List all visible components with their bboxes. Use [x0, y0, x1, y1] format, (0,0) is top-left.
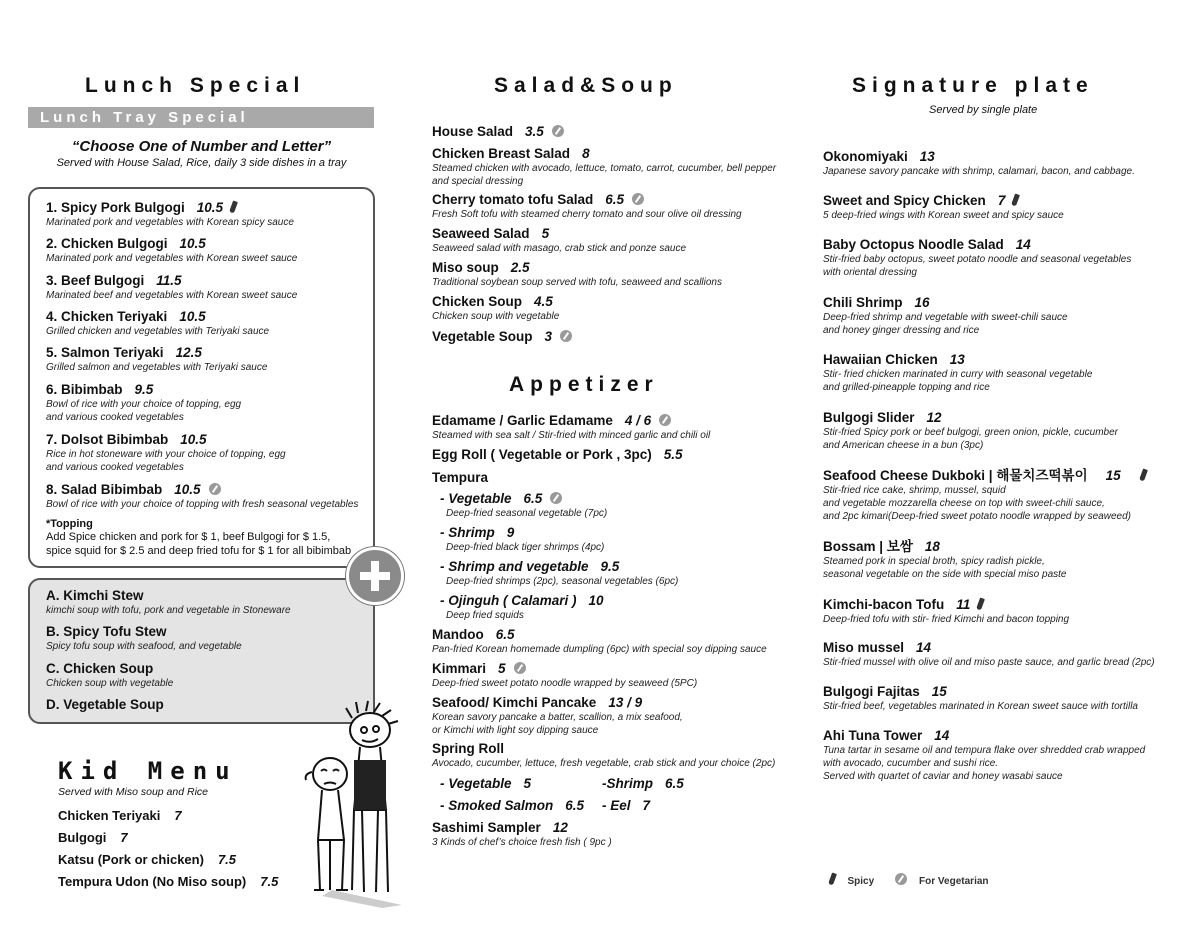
signature-item: Sweet and Spicy Chicken 7 5 deep-fried wings with Korean sweet and spicy sauce [823, 193, 1064, 221]
signature-item: Seafood Cheese Dukboki | 해물치즈떡볶이 15 Stir-fried rice cake, shrimp, mussel, squid and vegetable mozzarella cheese on top with sweet-chili sauce, and 2pc kimari(Deep-fried sweet potato noodle wrapped by seaweed) [823, 467, 1146, 523]
pepper-icon [828, 873, 837, 886]
signature-item: Bossam | 보쌈 18 Steamed pork in special broth, spicy radish pickle, seasonal vegetable on the side with special miso paste [823, 539, 1067, 580]
pepper-icon [1139, 469, 1148, 482]
kid-served-note: Served with Miso soup and Rice [58, 786, 208, 798]
salad-item: Chicken Soup 4.5 Chicken soup with vegetable [432, 294, 560, 322]
salad-item: Vegetable Soup 3 [432, 328, 572, 345]
plus-icon [346, 547, 404, 605]
leaf-icon [514, 662, 526, 674]
cartoon-kids-illustration [292, 700, 412, 910]
salad-item: Miso soup 2.5 Traditional soybean soup served with tofu, seaweed and scallions [432, 260, 722, 288]
choose-heading: “Choose One of Number and Letter” [71, 138, 332, 155]
topping-note: *Topping Add Spice chicken and pork for $ 1, beef Bulgogi for $ 1.5, spice squid for $ 2.5 and deep fried tofu for $ 1 for all bibimbab [46, 518, 352, 557]
leaf-icon [560, 330, 572, 342]
tempura-item: - Shrimp and vegetable 9.5 Deep-fried shrimps (2pc), seasonal vegetables (6pc) [440, 559, 679, 587]
appetizer-item: Kimmari 5 Deep-fried sweet potato noodle wrapped by seaweed (5PC) [432, 661, 698, 689]
signature-title: Signature plate [852, 74, 1094, 97]
signature-item: Hawaiian Chicken 13 Stir- fried chicken marinated in curry with seasonal vegetable and grilled-pineapple topping and rice [823, 352, 1093, 393]
lunch-item: 1. Spicy Pork Bulgogi 10.5 Marinated pork and vegetables with Korean spicy sauce [46, 200, 294, 228]
appetizer-title: Appetizer [509, 373, 659, 396]
lunch-tray-bar: Lunch Tray Special [28, 107, 374, 128]
leaf-icon [550, 492, 562, 504]
pepper-icon [229, 201, 238, 214]
roll-option: - Eel 7 [602, 798, 651, 813]
letter-item: A. Kimchi Stew kimchi soup with tofu, pork and vegetable in Stoneware [46, 588, 291, 616]
lunch-item: 6. Bibimbab 9.5 Bowl of rice with your choice of topping, egg and various cooked vegetables [46, 382, 242, 423]
signature-item: Bulgogi Slider 12 Stir-fried Spicy pork or beef bulgogi, green onion, pickle, cucumber and American cheese in a bun (3pc) [823, 410, 1118, 451]
appetizer-item: Seafood/ Kimchi Pancake 13 / 9 Korean savory pancake a batter, scallion, a mix seafood, or Kimchi with light soy dipping sauce [432, 695, 683, 736]
salad-item: Chicken Breast Salad 8 Steamed chicken with avocado, lettuce, tomato, carrot, cucumber, bell pepper and special dressing [432, 146, 777, 187]
letter-item: D. Vegetable Soup [46, 697, 164, 712]
salad-item: Seaweed Salad 5 Seaweed salad with masago, crab stick and ponze sauce [432, 226, 687, 254]
signature-item: Kimchi-bacon Tofu 11 Deep-fried tofu with stir- fried Kimchi and bacon topping [823, 597, 1070, 625]
salad-item: Cherry tomato tofu Salad 6.5 Fresh Soft tofu with steamed cherry tomato and sour olive oil dressing [432, 192, 742, 220]
roll-option: -Shrimp 6.5 [602, 776, 684, 791]
lunch-item: 5. Salmon Teriyaki 12.5 Grilled salmon and vegetables with Teriyaki sauce [46, 345, 268, 373]
lunch-served-note: Served with House Salad, Rice, daily 3 side dishes in a tray [56, 157, 347, 169]
roll-option: - Smoked Salmon 6.5 [440, 798, 585, 813]
tempura-item: - Shrimp 9 Deep-fried black tiger shrimps (4pc) [440, 525, 605, 553]
lunch-item: 8. Salad Bibimbab 10.5 Bowl of rice with your choice of topping with fresh seasonal vegetables [46, 482, 359, 510]
legend: Spicy For Vegetarian [830, 871, 989, 889]
tempura-item: - Ojinguh ( Calamari ) 10 Deep fried squids [440, 593, 604, 621]
lunch-item: 2. Chicken Bulgogi 10.5 Marinated pork and vegetables with Korean sweet sauce [46, 236, 298, 264]
kid-menu-title: Kid Menu [58, 757, 238, 785]
leaf-icon [552, 125, 564, 137]
pepper-icon [976, 598, 985, 611]
letter-item: C. Chicken Soup Chicken soup with vegetable [46, 661, 174, 689]
signature-served-note: Served by single plate [929, 104, 1038, 116]
signature-item: Baby Octopus Noodle Salad 14 Stir-fried baby octopus, sweet potato noodle and seasonal vegetables with oriental dressing [823, 237, 1132, 278]
salad-item: House Salad 3.5 [432, 123, 564, 140]
signature-item: Miso mussel 14 Stir-fried mussel with olive oil and miso paste sauce, and garlic bread (2pc) [823, 640, 1155, 668]
leaf-icon [209, 483, 221, 495]
leaf-icon [659, 414, 671, 426]
tempura-heading: Tempura [432, 470, 489, 485]
appetizer-item: Egg Roll ( Vegetable or Pork , 3pc) 5.5 [432, 447, 683, 462]
lunch-item: 3. Beef Bulgogi 11.5 Marinated beef and vegetables with Korean sweet sauce [46, 273, 298, 301]
roll-option: - Vegetable 5 [440, 776, 532, 791]
pepper-icon [1011, 194, 1020, 207]
tempura-item: - Vegetable 6.5 Deep-fried seasonal vegetable (7pc) [440, 491, 608, 519]
lunch-special-title: Lunch Special [85, 74, 306, 97]
appetizer-item: Sashimi Sampler 12 3 Kinds of chef’s choice fresh fish ( 9pc ) [432, 820, 612, 848]
appetizer-item: Mandoo 6.5 Pan-fried Korean homemade dumpling (6pc) with special soy dipping sauce [432, 627, 767, 655]
signature-item: Bulgogi Fajitas 15 Stir-fried beef, vegetables marinated in Korean sweet sauce with tortilla [823, 684, 1138, 712]
signature-item: Chili Shrimp 16 Deep-fried shrimp and vegetable with sweet-chili sauce and honey ginger dressing and rice [823, 295, 1068, 336]
appetizer-item: Edamame / Garlic Edamame 4 / 6 Steamed with sea salt / Stir-fried with minced garlic and chili oil [432, 413, 711, 441]
signature-item: Okonomiyaki 13 Japanese savory pancake with shrimp, calamari, bacon, and cabbage. [823, 149, 1135, 177]
kid-menu-list: Chicken Teriyaki 7 Bulgogi 7 Katsu (Pork or chicken) 7.5 Tempura Udon (No Miso soup) 7.5 [58, 808, 279, 889]
leaf-icon [895, 873, 907, 885]
leaf-icon [632, 193, 644, 205]
signature-item: Ahi Tuna Tower 14 Tuna tartar in sesame oil and tempura flake over shredded crab wrapped with avocado, cucumber and sushi rice. Served with quartet of caviar and honey wasabi sauce [823, 728, 1146, 782]
lunch-item: 4. Chicken Teriyaki 10.5 Grilled chicken and vegetables with Teriyaki sauce [46, 309, 270, 337]
letter-item: B. Spicy Tofu Stew Spicy tofu soup with seafood, and vegetable [46, 624, 242, 652]
appetizer-item: Spring Roll Avocado, cucumber, lettuce, fresh vegetable, crab stick and your choice (2pc) [432, 741, 776, 769]
lunch-item: 7. Dolsot Bibimbab 10.5 Rice in hot stoneware with your choice of topping, egg and various cooked vegetables [46, 432, 286, 473]
salad-soup-title: Salad&Soup [494, 74, 678, 97]
